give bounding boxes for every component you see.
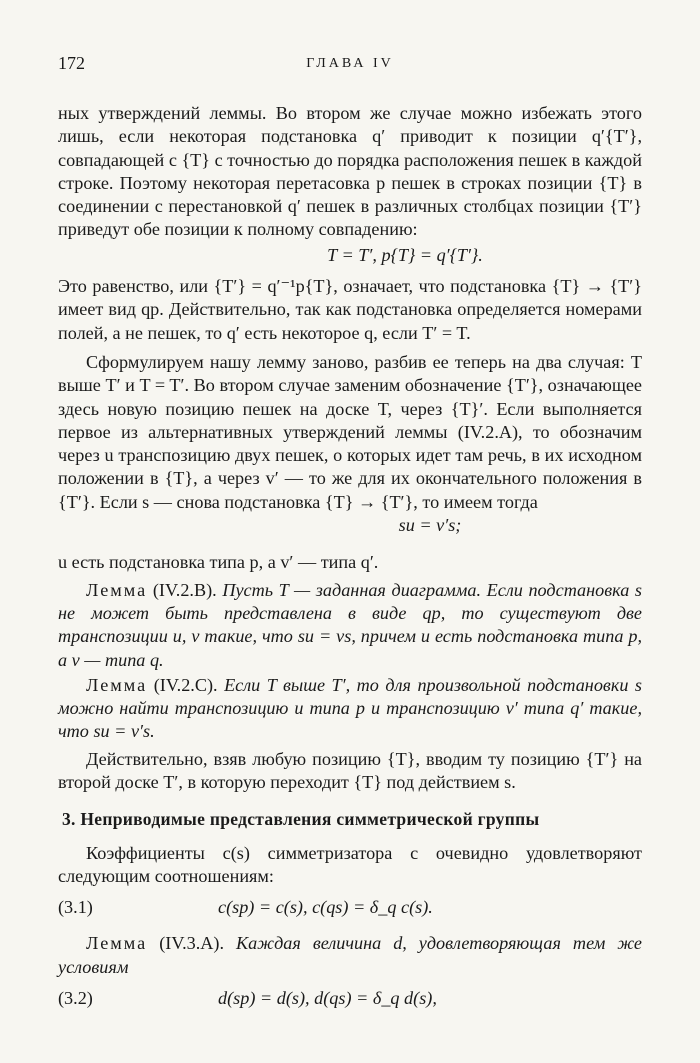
chapter-title: ГЛАВА IV [306, 56, 394, 71]
equation-label: (3.1) [58, 897, 93, 918]
equation-body: d(sp) = d(s), d(qs) = δ_q d(s), [218, 987, 437, 1008]
equation-label: (3.2) [58, 987, 93, 1008]
lemma-label: Лемма [86, 579, 148, 600]
lemma-iv-2-c [58, 674, 642, 744]
equation-3-2 [58, 987, 642, 1013]
formula-1: T = T′, p{T} = q′{T′}. [327, 244, 483, 265]
page [58, 52, 642, 1023]
paragraph-2: Это равенство, или {T′} = q′⁻¹p{T}, означает, что подстановка {T} → {T′} имеет вид qp. Действительно, так как подстановка определяется номерами полей, а не пешек, то q′ есть некоторое q, если T′ = T. [58, 276, 642, 343]
paragraph-5: Действительно, взяв любую позицию {T}, вводим ту позицию {T′} на второй доске T′, в которую переходит {T} под действием s. [58, 748, 642, 793]
equation-body: c(sp) = c(s), c(qs) = δ_q c(s). [218, 897, 433, 918]
page-number: 172 [58, 53, 85, 73]
formula-2: su = v′s; [398, 515, 462, 536]
equation-3-1 [58, 896, 642, 922]
paragraph-1: ных утверждений леммы. Во втором же случае можно избежать этого лишь, если некоторая подстановка q′ приводит к позиции q′{T′}, совпадающей с {T} с точностью до порядка расположения пешек в каждой строке. Поэтому некоторая перетасовка p пешек в строках позиции {T} в соединении с перестановкой q′ пешек в различных столбцах позиции {T′} приведут обе позиции к полному совпадению: [58, 103, 643, 240]
lemma-label: Лемма [86, 933, 148, 954]
lemma-text: Пусть T — заданная диаграмма. Если подстановка s не может быть представлена в виде qp, то существуют две транспозиции u, v такие, что su = vs, причем u есть подстановка типа p, а v — типа q. [58, 579, 642, 670]
lemma-ref: (IV.2.C). [147, 674, 225, 695]
lemma-ref: (IV.2.B). [147, 579, 223, 600]
page-header [58, 52, 642, 80]
lemma-text: Если T выше T′, то для произвольной подстановки s можно найти транспозицию u типа p и транспозицию v′ типа q′ такие, что su = v′s. [58, 674, 642, 742]
paragraph-3: Сформулируем нашу лемму заново, разбив ее теперь на два случая: T выше T′ и T = T′. Во втором случае заменим обозначение {T′}, означающее здесь новую позицию пешек на доске T, через {T}′. Если выполняется первое из альтернативных утверждений леммы (IV.2.A), то обозначим через u транспозицию двух пешек, о которых идет там речь, в их исходном положении в {T}, а через v′ — то же для их окончательного положения в {T′}. Если s — снова подстановка {T} → {T′}, то имеем тогда [58, 351, 642, 512]
lemma-label: Лемма [86, 674, 148, 695]
lemma-ref: (IV.3.A). [147, 933, 237, 954]
lemma-iv-3-a [58, 932, 642, 979]
lemma-text: Каждая величина d, удовлетворяющая тем же условиям [58, 933, 643, 977]
section-heading: 3. Неприводимые представления симметрической группы [62, 809, 540, 830]
lemma-iv-2-b [58, 579, 642, 672]
paragraph-6: Коэффициенты c(s) симметризатора c очевидно удовлетворяют следующим соотношениям: [58, 842, 642, 886]
paragraph-4: u есть подстановка типа p, а v′ — типа q′. [58, 552, 379, 573]
